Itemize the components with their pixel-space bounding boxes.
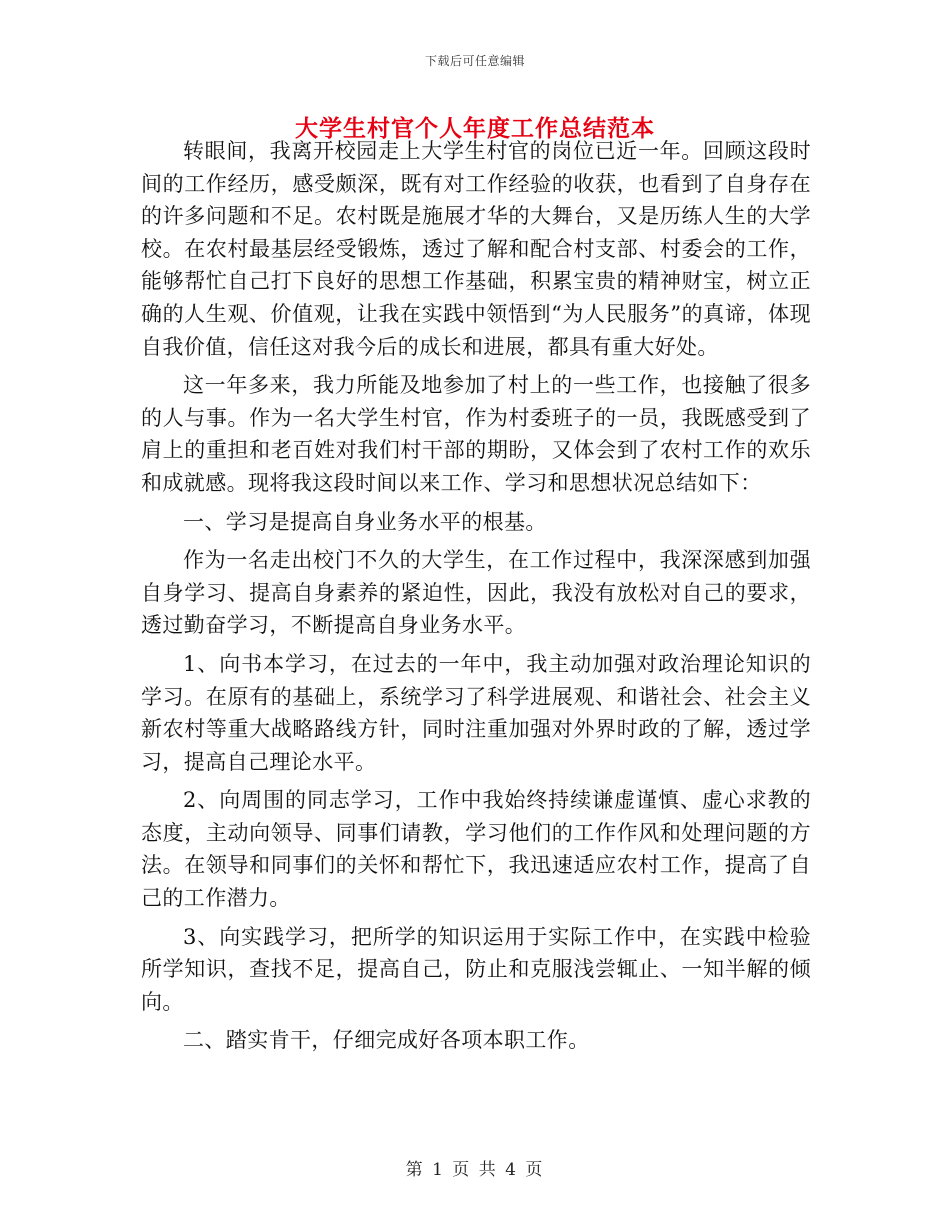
- header-note: 下载后可任意编辑: [424, 54, 525, 68]
- paragraph-intro: 转眼间，我离开校园走上大学生村官的岗位已近一年。回顾这段时间的工作经历，感受颇深，既有对工作经验的收获，也看到了自身存在的许多问题和不足。农村既是施展才华的大舞台，又是历练人生的大学校。在农村最基层经受锻炼，透过了解和配合村支部、村委会的工作，能够帮忙自己打下良好的思想工作基础，积累宝贵的精神财宝，树立正确的人生观、价值观，让我在实践中领悟到“为人民服务”的真谛，体现自我价值，信任这对我今后的成长和进展，都具有重大好处。: [141, 139, 811, 359]
- document-title: 大学生村官个人年度工作总结范本: [295, 115, 655, 142]
- page-footer: 第 1 页 共 4 页: [405, 1160, 545, 1180]
- paragraph-overview: 这一年多来，我力所能及地参加了村上的一些工作，也接触了很多的人与事。作为一名大学生村官，作为村委班子的一员，我既感受到了肩上的重担和老百姓对我们村干部的期盼，又体会到了农村工作的欢乐和成就感。现将我这段时间以来工作、学习和思想状况总结如下：: [141, 373, 811, 495]
- section-heading-1: 一、学习是提高自身业务水平的根基。: [183, 509, 547, 534]
- paragraph-item-3: 3、向实践学习，把所学的知识运用于实际工作中，在实践中检验所学知识，查找不足，提高自己，防止和克服浅尝辄止、一知半解的倾向。: [141, 924, 811, 1014]
- section-heading-2: 二、踏实肯干，仔细完成好各项本职工作。: [183, 1028, 590, 1053]
- document-body: [141, 135, 811, 1063]
- paragraph-item-2: 2、向周围的同志学习，工作中我始终持续谦虚谨慎、虚心求教的态度，主动向领导、同事们请教，学习他们的工作作风和处理问题的方法。在领导和同事们的关怀和帮忙下，我迅速适应农村工作，提高了自己的工作潜力。: [141, 788, 811, 911]
- paragraph-item-1: 1、向书本学习，在过去的一年中，我主动加强对政治理论知识的学习。在原有的基础上，系统学习了科学进展观、和谐社会、社会主义新农村等重大战略路线方针，同时注重加强对外界时政的了解，透过学习，提高自己理论水平。: [141, 651, 811, 774]
- paragraph-section-1-intro: 作为一名走出校门不久的大学生，在工作过程中，我深深感到加强自身学习、提高自身素养的紧迫性，因此，我没有放松对自己的要求，透过勤奋学习，不断提高自身业务水平。: [141, 548, 811, 638]
